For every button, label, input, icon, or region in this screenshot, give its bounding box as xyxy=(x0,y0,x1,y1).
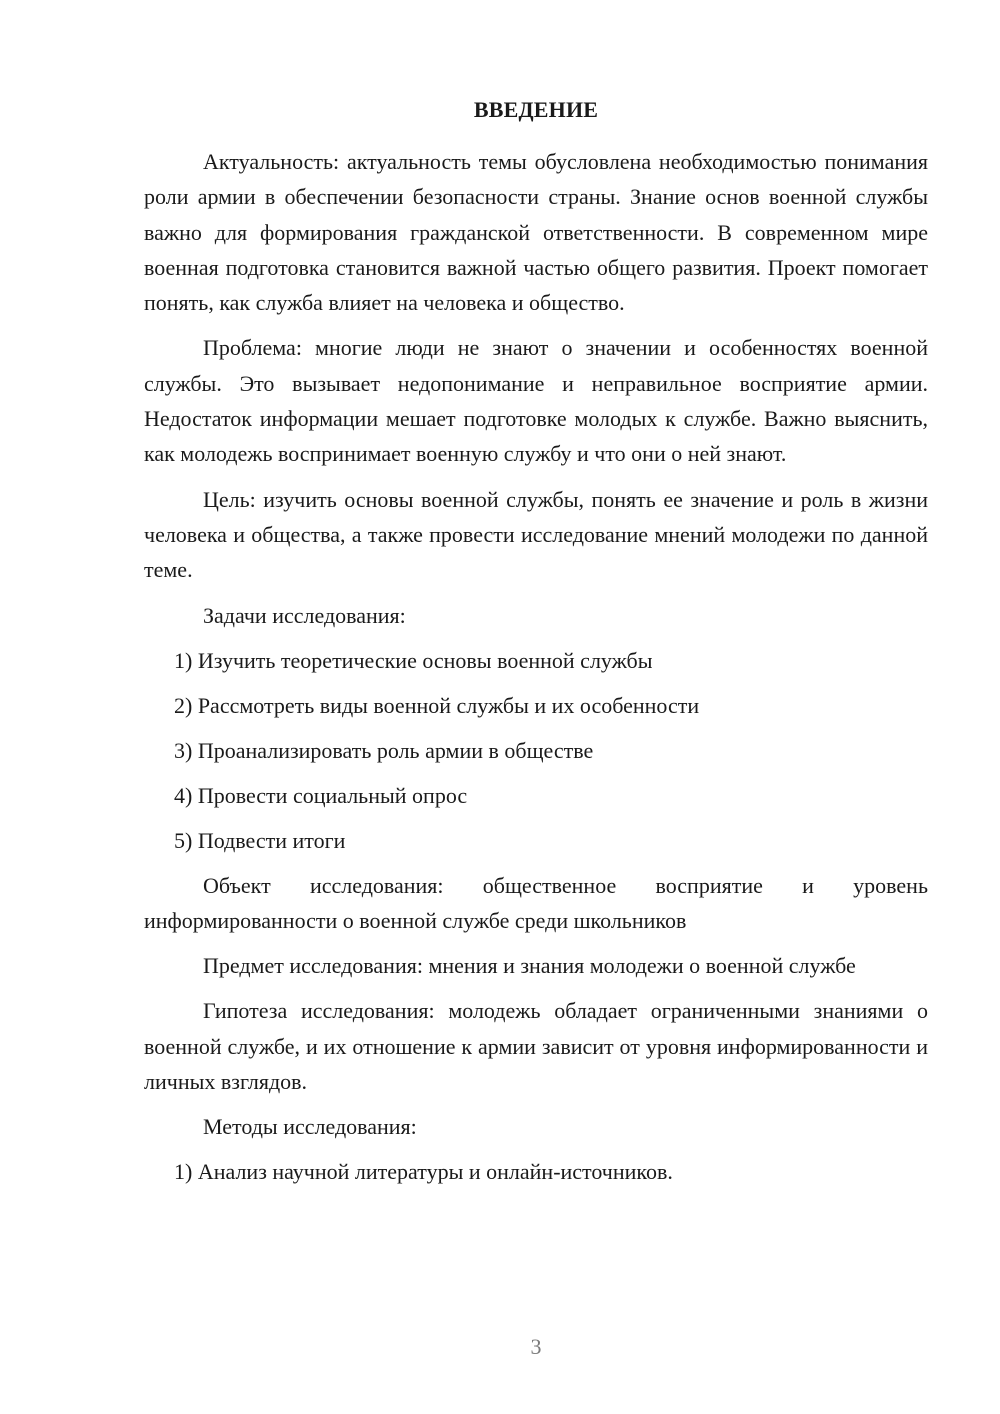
document-page xyxy=(144,92,928,1199)
task-item: 4) Провести социальный опрос xyxy=(174,782,468,808)
problem-paragraph: Проблема: многие люди не знают о значении и особенностях военной службы. Это вызывает недопонимание и неправильное восприятие армии. Недостаток информации мешает подготовке молодых к службе. Важно выяснить, как молодежь воспринимает военную службу и что они о ней знают. xyxy=(144,335,928,467)
task-item: 1) Изучить теоретические основы военной службы xyxy=(174,647,653,673)
section-title: ВВЕДЕНИЕ xyxy=(473,97,599,122)
relevance-paragraph: Актуальность: актуальность темы обусловлена необходимостью понимания роли армии в обеспечении безопасности страны. Знание основ военной службы важно для формирования гражданской ответственности. В современном мире военная подготовка становится важной частью общего развития. Проект помогает понять, как служба влияет на человека и общество. xyxy=(144,149,928,316)
subject-paragraph: Предмет исследования: мнения и знания молодежи о военной службе xyxy=(203,953,856,979)
object-paragraph: Объект исследования: общественное восприятие и уровень информированности о военной службе среди школьников xyxy=(144,872,928,933)
task-item: 3) Проанализировать роль армии в обществе xyxy=(174,737,594,763)
tasks-list xyxy=(144,643,928,858)
goal-paragraph: Цель: изучить основы военной службы, понять ее значение и роль в жизни человека и общества, а также провести исследование мнений молодежи по данной теме. xyxy=(144,486,928,583)
tasks-heading: Задачи исследования: xyxy=(203,602,406,628)
methods-heading: Методы исследования: xyxy=(203,1114,417,1140)
task-item: 2) Рассмотреть виды военной службы и их особенности xyxy=(174,692,700,718)
task-item: 5) Подвести итоги xyxy=(174,827,346,853)
methods-list xyxy=(144,1154,928,1189)
method-item: 1) Анализ научной литературы и онлайн-источников. xyxy=(174,1159,673,1185)
page-number: 3 xyxy=(530,1334,542,1359)
hypothesis-paragraph: Гипотеза исследования: молодежь обладает ограниченными знаниями о военной службе, и их отношение к армии зависит от уровня информированности и личных взглядов. xyxy=(144,998,928,1095)
